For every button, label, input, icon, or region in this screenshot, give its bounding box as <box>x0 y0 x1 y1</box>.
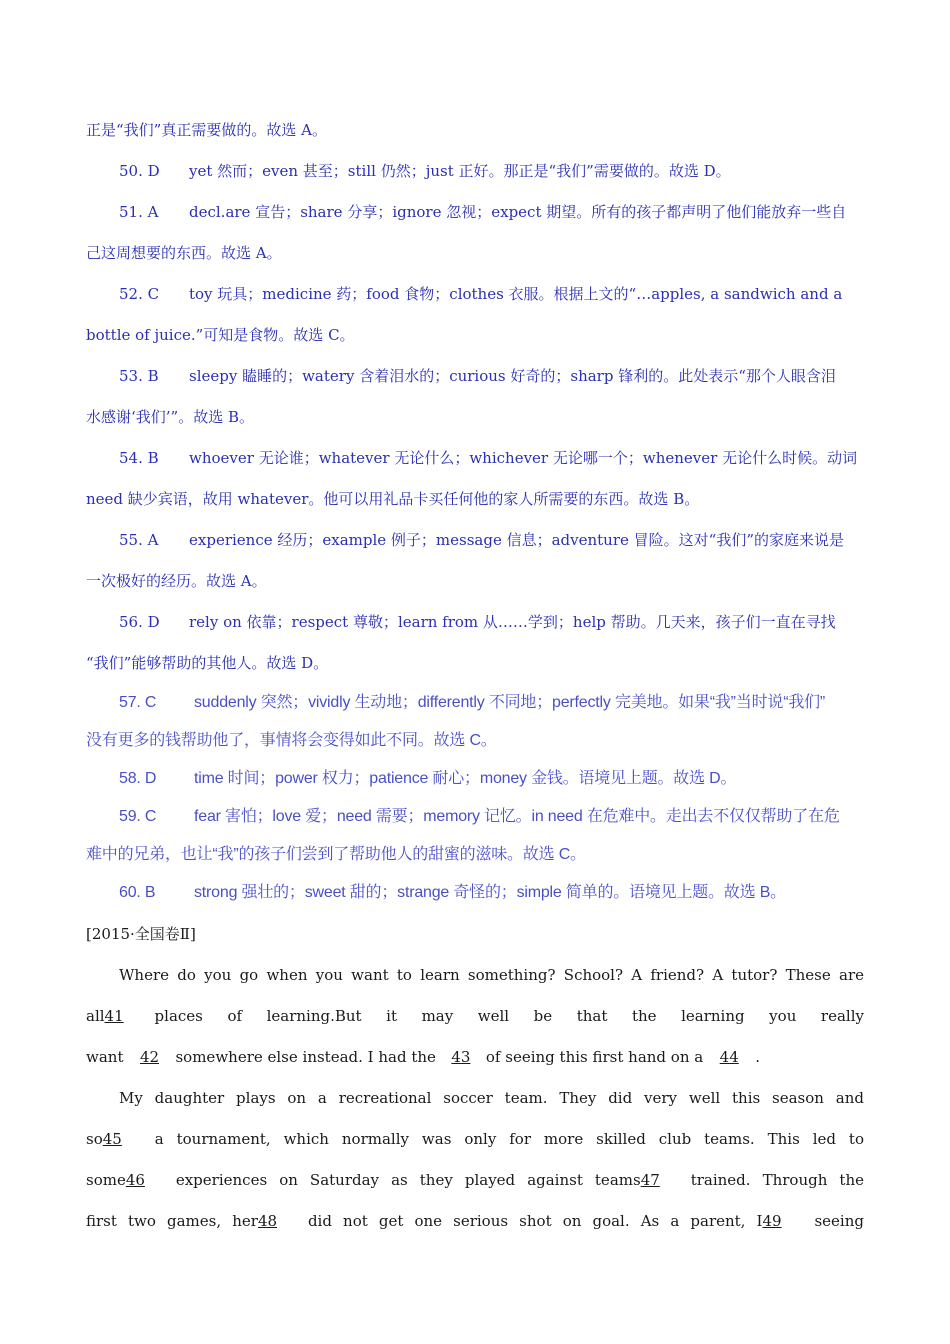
answer-number: 53. B <box>119 367 159 385</box>
passage-text: trained. Through the <box>690 1171 864 1189</box>
passage-text: so <box>86 1130 103 1148</box>
passage-text: first two games, her <box>86 1212 258 1230</box>
answer-number: 58. D <box>119 770 157 787</box>
answer-text: decl.are 宣告；share 分享；ignore 忽视；expect 期望。所有的孩子都声明了他们能放弃一些自 <box>189 203 847 221</box>
answer-56-continued: “我们”能够帮助的其他人。故选 D。 <box>86 654 329 672</box>
blank-49: 49 <box>762 1212 782 1230</box>
blank-42: 42 <box>139 1048 160 1066</box>
answer-number: 55. A <box>119 531 159 549</box>
passage-line <box>86 1201 864 1242</box>
passage-text: of seeing this first hand on a <box>485 1048 704 1066</box>
passage-text: want <box>86 1048 124 1066</box>
passage-text: experiences on Saturday as they played against teams <box>175 1171 641 1189</box>
answer-text: fear 害怕；love 爱；need 需要；memory 记忆。in need 在危难中。走出去不仅仅帮助了在危 <box>194 808 840 825</box>
passage-line: Where do you go when you want to learn something? School? A friend? A tutor? These are <box>119 966 864 984</box>
answer-55 <box>86 520 864 561</box>
answer-number: 54. B <box>119 449 159 467</box>
answer-57-continued: 没有更多的钱帮助他了，事情将会变得如此不同。故选 C。 <box>86 732 497 749</box>
answer-53-continued: 水感谢‘我们’”。故选 B。 <box>86 408 254 426</box>
answer-text: rely on 依靠；respect 尊敬；learn from 从……学到；help 帮助。几天来，孩子们一直在寻找 <box>189 613 836 631</box>
passage-text: places of learning.But it may well be that the learning you really <box>154 1007 864 1025</box>
answer-53 <box>86 356 864 397</box>
answer-50 <box>86 151 864 192</box>
answer-51-continued: 己这周想要的东西。故选 A。 <box>86 244 282 262</box>
answer-57 <box>86 684 864 722</box>
answer-number: 59. C <box>119 808 157 825</box>
answer-number: 57. C <box>119 694 157 711</box>
answer-text: whoever 无论谁；whatever 无论什么；whichever 无论哪一个；whenever 无论什么时候。动词 <box>189 449 858 467</box>
answer-59-continued: 难中的兄弟，也让“我”的孩子们尝到了帮助他人的甜蜜的滋味。故选 C。 <box>86 846 586 863</box>
answer-49-continued: 正是“我们”真正需要做的。故选 A。 <box>86 121 327 139</box>
answer-number: 60. B <box>119 884 156 901</box>
passage-text: some <box>86 1171 126 1189</box>
answer-text: sleepy 瞌睡的；watery 含着泪水的；curious 好奇的；sharp 锋利的。此处表示“那个人眼含泪 <box>189 367 836 385</box>
blank-48: 48 <box>257 1212 278 1230</box>
passage-text: seeing <box>814 1212 864 1230</box>
answer-52-continued: bottle of juice.”可知是食物。故选 C。 <box>86 326 355 344</box>
blank-45: 45 <box>102 1130 122 1148</box>
answer-text: strong 强壮的；sweet 甜的；strange 奇怪的；simple 简单的。语境见上题。故选 B。 <box>194 884 786 901</box>
passage-text: . <box>755 1048 760 1066</box>
answer-number: 56. D <box>119 613 160 631</box>
answer-56 <box>86 602 864 643</box>
passage-text: somewhere else instead. I had the <box>175 1048 436 1066</box>
passage-line <box>86 1119 864 1160</box>
blank-44: 44 <box>719 1048 739 1066</box>
answer-text: experience 经历；example 例子；message 信息；adventure 冒险。这对“我们”的家庭来说是 <box>189 531 844 549</box>
answer-58 <box>86 760 864 798</box>
passage-line <box>86 1037 864 1078</box>
answer-54 <box>86 438 864 479</box>
answer-number: 51. A <box>119 203 159 221</box>
answer-number: 52. C <box>119 285 160 303</box>
answer-text: yet 然而；even 甚至；still 仍然；just 正好。那正是“我们”需要做的。故选 D。 <box>189 162 731 180</box>
answer-55-continued: 一次极好的经历。故选 A。 <box>86 572 267 590</box>
passage-line: My daughter plays on a recreational soccer team. They did very well this season and <box>119 1089 864 1107</box>
passage-line <box>86 996 864 1037</box>
answer-number: 50. D <box>119 162 160 180</box>
passage-text: all <box>86 1007 105 1025</box>
section-heading: [2015·全国卷Ⅱ] <box>86 925 196 943</box>
blank-41: 41 <box>104 1007 124 1025</box>
blank-46: 46 <box>125 1171 145 1189</box>
document-page <box>86 110 864 1242</box>
answer-text: suddenly 突然；vividly 生动地；differently 不同地；perfectly 完美地。如果“我”当时说“我们” <box>194 694 826 711</box>
answer-52 <box>86 274 864 315</box>
blank-47: 47 <box>640 1171 660 1189</box>
passage-line <box>86 1160 864 1201</box>
answer-54-continued: need 缺少宾语，故用 whatever。他可以用礼品卡买任何他的家人所需要的东西。故选 B。 <box>86 490 700 508</box>
passage-text: did not get one serious shot on goal. As a parent, I <box>307 1212 763 1230</box>
answer-59 <box>86 798 864 836</box>
answer-text: toy 玩具；medicine 药；food 食物；clothes 衣服。根据上文的“…apples, a sandwich and a <box>189 285 843 303</box>
passage-text: a tournament, which normally was only for more skilled club teams. This led to <box>154 1130 864 1148</box>
answer-60 <box>86 874 864 912</box>
blank-43: 43 <box>451 1048 471 1066</box>
answer-51 <box>86 192 864 233</box>
answer-text: time 时间；power 权力；patience 耐心；money 金钱。语境见上题。故选 D。 <box>194 770 737 787</box>
